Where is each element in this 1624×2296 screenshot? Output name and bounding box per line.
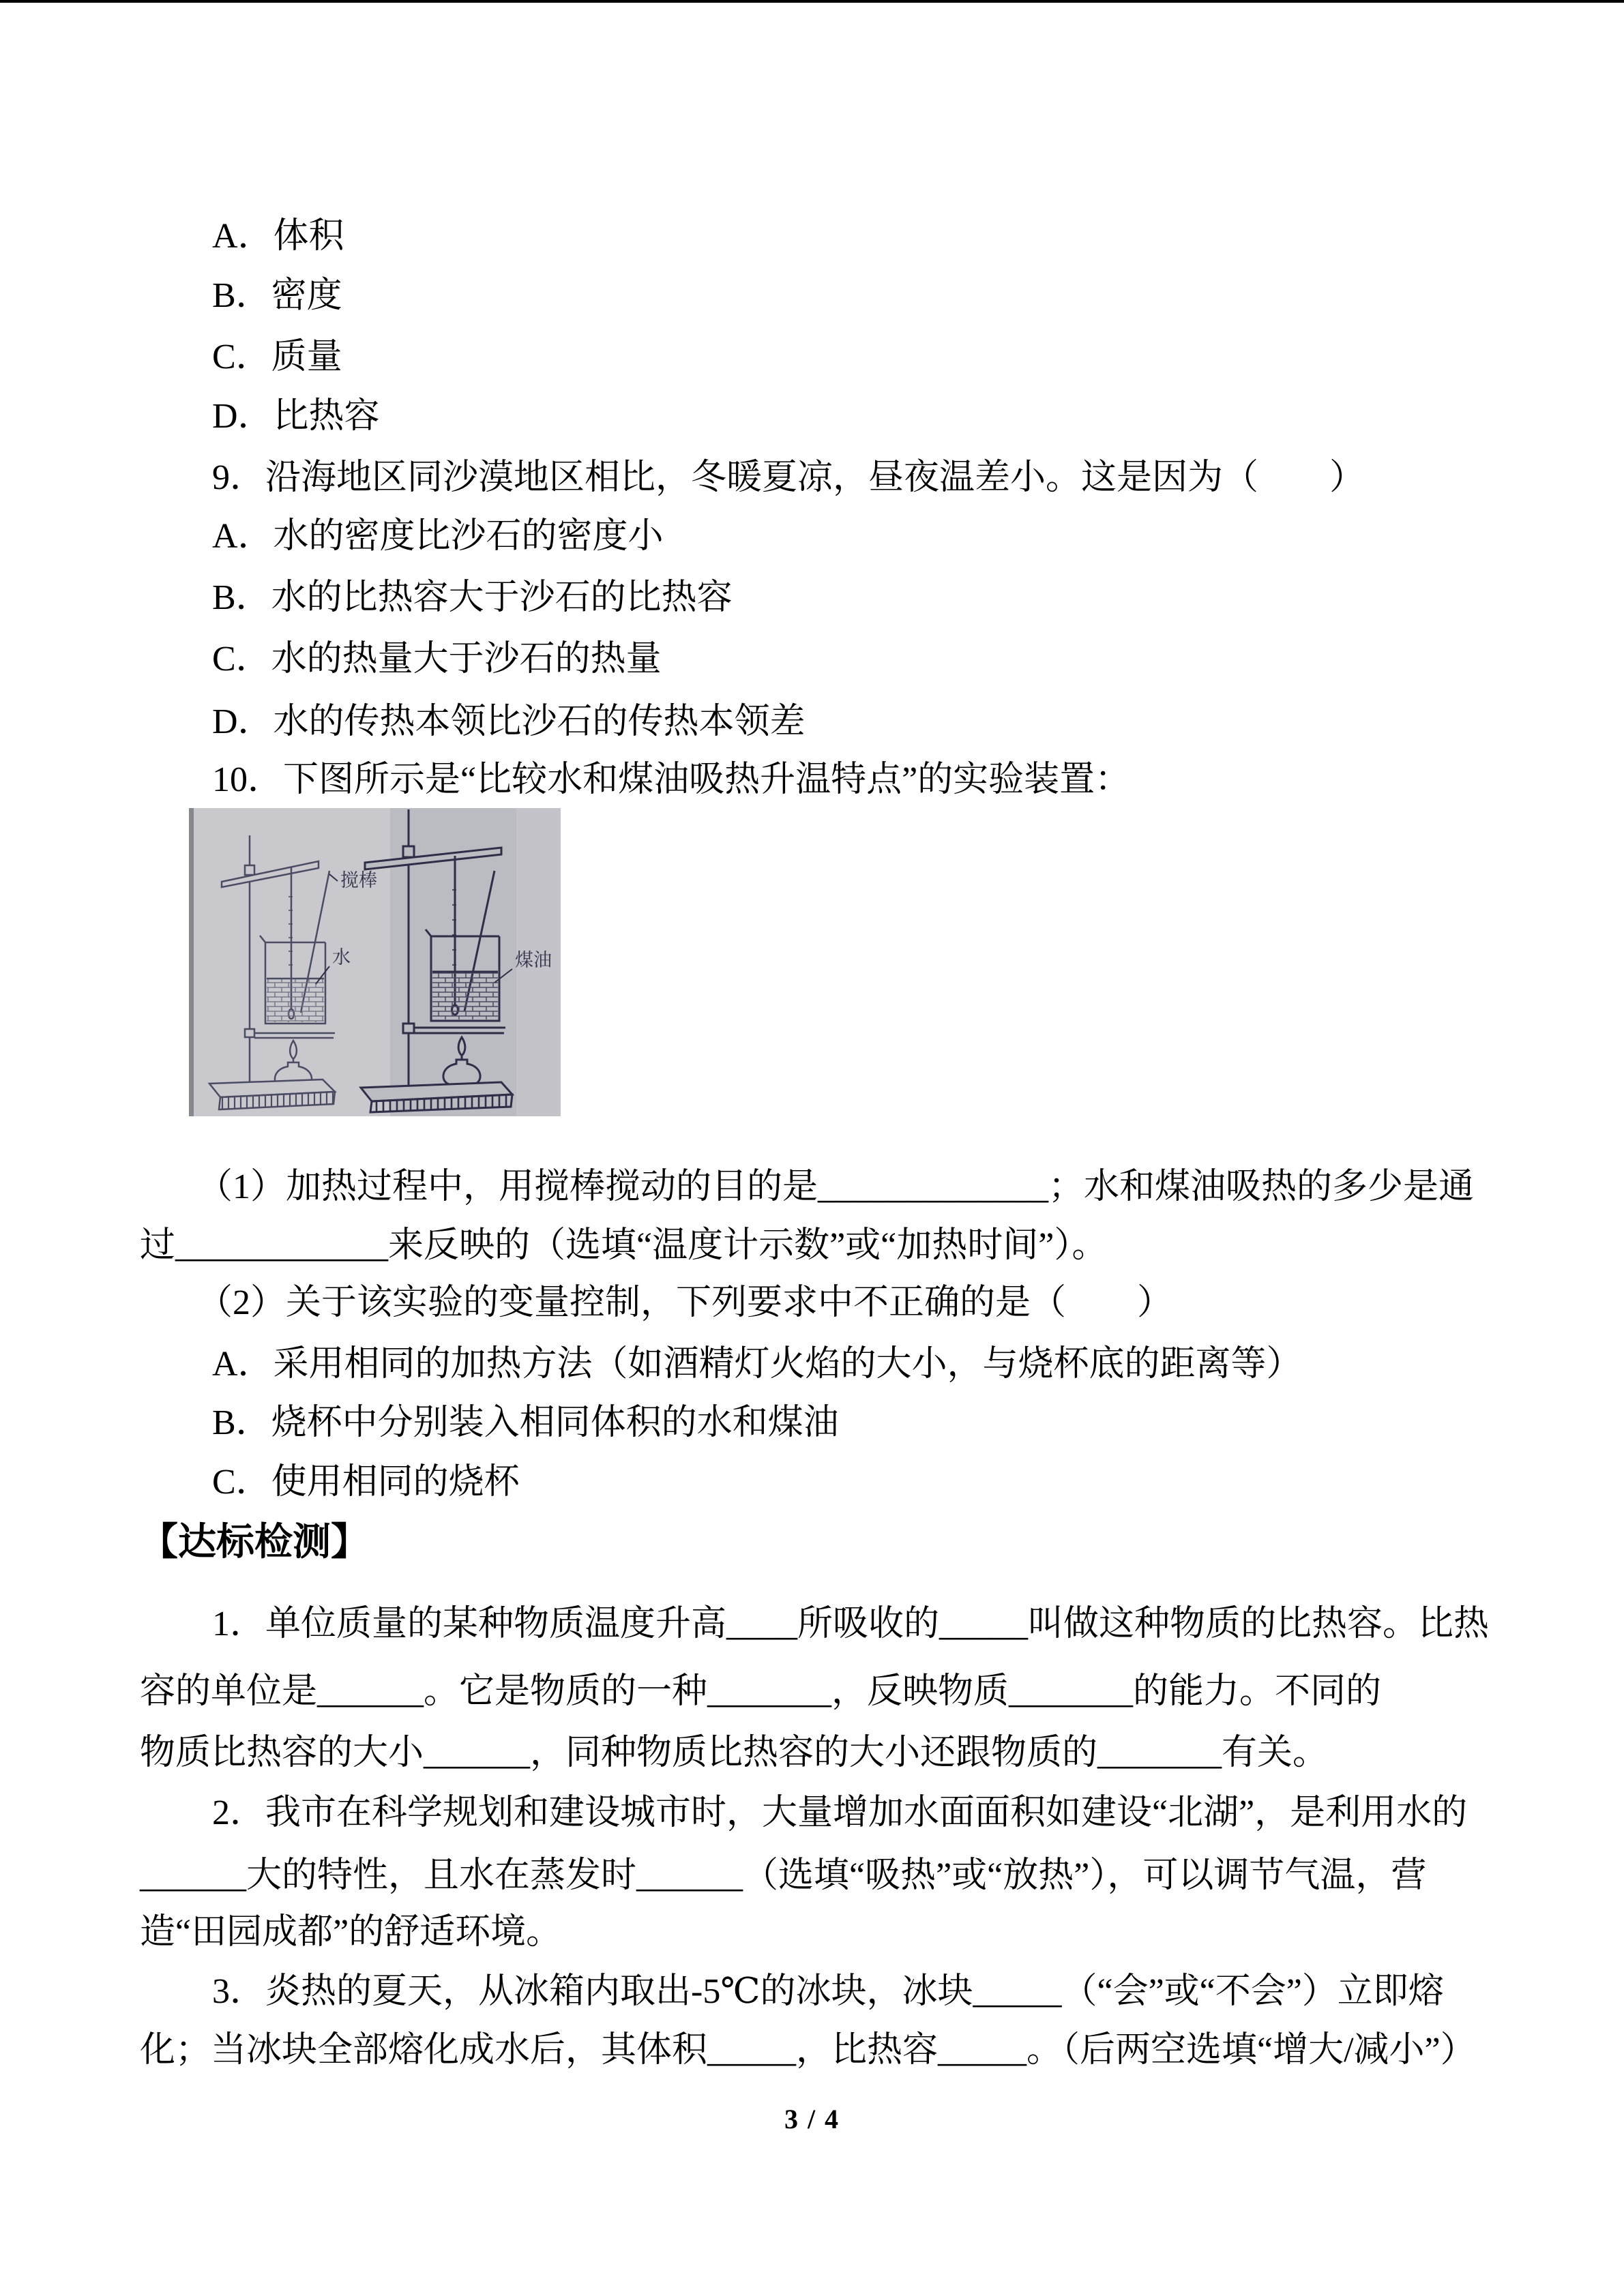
q9-option-a: A．水的密度比沙石的密度小 [212,517,664,556]
section-heading: 【达标检测】 [140,1521,369,1564]
check-q3-line1: 3．炎热的夏天，从冰箱内取出-5℃的冰块，冰块_____（“会”或“不会”）立即熔 [212,1972,1444,2011]
check-q2-line1: 2．我市在科学规划和建设城市时，大量增加水面面积如建设“北湖”，是利用水的 [212,1793,1468,1832]
scan-edge-bar [0,0,1624,3]
liquid-water [267,979,324,1022]
q10-stem: 10．下图所示是“比较水和煤油吸热升温特点”的实验装置： [212,760,1131,799]
q8-option-c: C．质量 [212,338,342,376]
q10-sub2-option-a: A．采用相同的加热方法（如酒精灯火焰的大小，与烧杯底的距离等） [212,1345,1302,1384]
water-label: 水 [332,947,351,968]
page-number: 3 / 4 [784,2104,840,2134]
q10-sub2-option-b: B．烧杯中分别装入相同体积的水和煤油 [212,1403,839,1442]
clamp-left-top [245,865,254,875]
q9-stem: 9．沿海地区同沙漠地区相比，冬暖夏凉，昼夜温差小。这是因为（ ） [212,458,1365,497]
q10-sub2-stem: （2）关于该实验的变量控制，下列要求中不正确的是（ ） [197,1283,1173,1322]
q8-option-d: D．比热容 [212,397,380,436]
experiment-figure [189,808,561,1116]
check-q2-line2: ______大的特性，且水在蒸发时______（选填“吸热”或“放热”），可以调节气温，营 [140,1856,1427,1895]
q10-sub2-option-c: C．使用相同的烧杯 [212,1463,520,1502]
liquid-kerosene [432,972,498,1019]
clamp-left-ring [245,1029,254,1037]
check-q3-line2: 化；当冰块全部熔化成水后，其体积_____，比热容_____。（后两空选填“增大/减小”） [140,2031,1476,2070]
q8-option-a: A．体积 [212,217,344,256]
check-q2-line3: 造“田园成都”的舒适环境。 [140,1913,562,1952]
q9-option-d: D．水的传热本领比沙石的传热本领差 [212,702,806,741]
check-q1-line1: 1．单位质量的某种物质温度升高____所吸收的_____叫做这种物质的比热容。比热 [212,1605,1490,1643]
q9-option-b: B．水的比热容大于沙石的比热容 [212,578,733,617]
q8-option-b: B．密度 [212,276,342,315]
q10-sub1-line2: 过____________来反映的（选填“温度计示数”或“加热时间”）。 [140,1226,1108,1265]
q10-sub1-line1: （1）加热过程中，用搅棒搅动的目的是_____________；水和煤油吸热的多少是通 [197,1167,1475,1206]
clamp-right-top [403,846,414,857]
check-q1-line2: 容的单位是______。它是物质的一种_______，反映物质_______的能力。不同的 [140,1672,1382,1711]
check-q1-line3: 物质比热容的大小______，同种物质比热容的大小还跟物质的_______有关。 [140,1733,1329,1772]
photo-left-shadow [189,808,194,1116]
kerosene-label: 煤油 [515,950,552,970]
stirrer-label: 搅棒 [340,870,377,891]
experiment-photo [189,808,561,1116]
clamp-right-ring [403,1024,414,1033]
q9-option-c: C．水的热量大于沙石的热量 [212,640,662,679]
